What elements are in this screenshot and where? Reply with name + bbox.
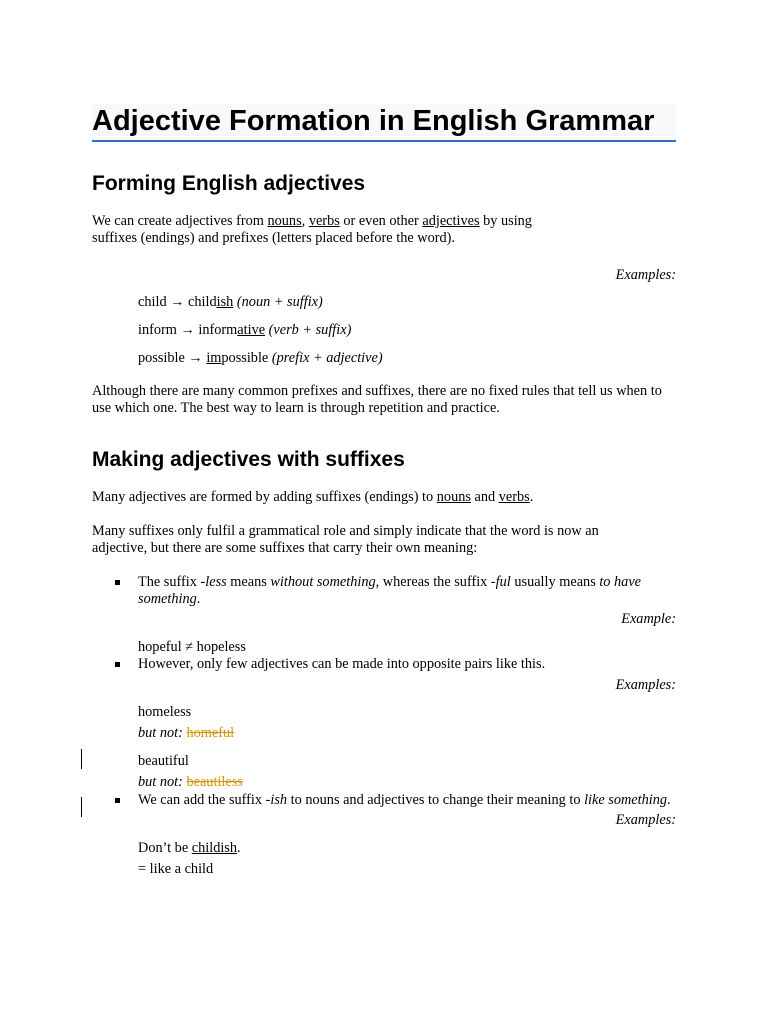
intro-paragraph: We can create adjectives from nouns, verbs or even other adjectives by using suffixes (endings) and prefixes (letters placed before the word). <box>92 213 532 246</box>
link-verbs[interactable]: verbs <box>308 213 340 229</box>
example-line: = like a child <box>138 861 214 877</box>
example-word: homeless <box>138 704 192 720</box>
bullet-icon <box>115 662 120 667</box>
rules-paragraph: Although there are many common prefixes and suffixes, there are no fixed rules that tell us when to use which one. The best way to learn is through repetition and practice. <box>92 383 662 416</box>
link-nouns[interactable]: nouns <box>267 213 302 229</box>
bullet-icon <box>115 798 120 803</box>
section-heading-suffixes: Making adjectives with suffixes <box>92 448 405 471</box>
text-cursor <box>81 749 82 769</box>
wrong-word: homeful <box>186 725 235 741</box>
example-line: child → childish (noun + suffix) <box>138 294 323 310</box>
link-nouns-2[interactable]: nouns <box>436 489 471 505</box>
example-label: Example: <box>621 611 676 627</box>
examples-label: Examples: <box>615 677 676 693</box>
example-line: inform → informative (verb + suffix) <box>138 322 352 338</box>
wrong-word: beautiless <box>186 774 243 790</box>
list-item: However, only few adjectives can be made into opposite pairs like this. <box>92 656 676 673</box>
page-title: Adjective Formation in English Grammar <box>92 105 655 137</box>
text-cursor <box>81 797 82 817</box>
list-item: We can add the suffix -ish to nouns and adjectives to change their meaning to like something. <box>92 792 676 809</box>
example-line: Don’t be childish. <box>138 840 241 856</box>
link-adjectives[interactable]: adjectives <box>422 213 480 229</box>
examples-label: Examples: <box>615 267 676 283</box>
counter-example: but not: homeful <box>138 725 235 741</box>
counter-example: but not: beautiless <box>138 774 243 790</box>
link-verbs-2[interactable]: verbs <box>498 489 530 505</box>
example-line: possible → impossible (prefix + adjective) <box>138 350 383 366</box>
example-line: hopeful ≠ hopeless <box>138 639 246 655</box>
examples-label: Examples: <box>615 812 676 828</box>
list-item: The suffix -less means without something, whereas the suffix -ful usually means to have something. <box>92 574 676 608</box>
bullet-icon <box>115 580 120 585</box>
section-heading-forming: Forming English adjectives <box>92 172 366 195</box>
suffix-paragraph: Many adjectives are formed by adding suffixes (endings) to nouns and verbs. <box>92 489 534 505</box>
title-box <box>92 104 676 142</box>
document-page <box>92 104 676 878</box>
example-word: beautiful <box>138 753 189 769</box>
meaning-paragraph: Many suffixes only fulfil a grammatical role and simply indicate that the word is now an adjective, but there are some suffixes that carry their own meaning: <box>92 523 599 556</box>
